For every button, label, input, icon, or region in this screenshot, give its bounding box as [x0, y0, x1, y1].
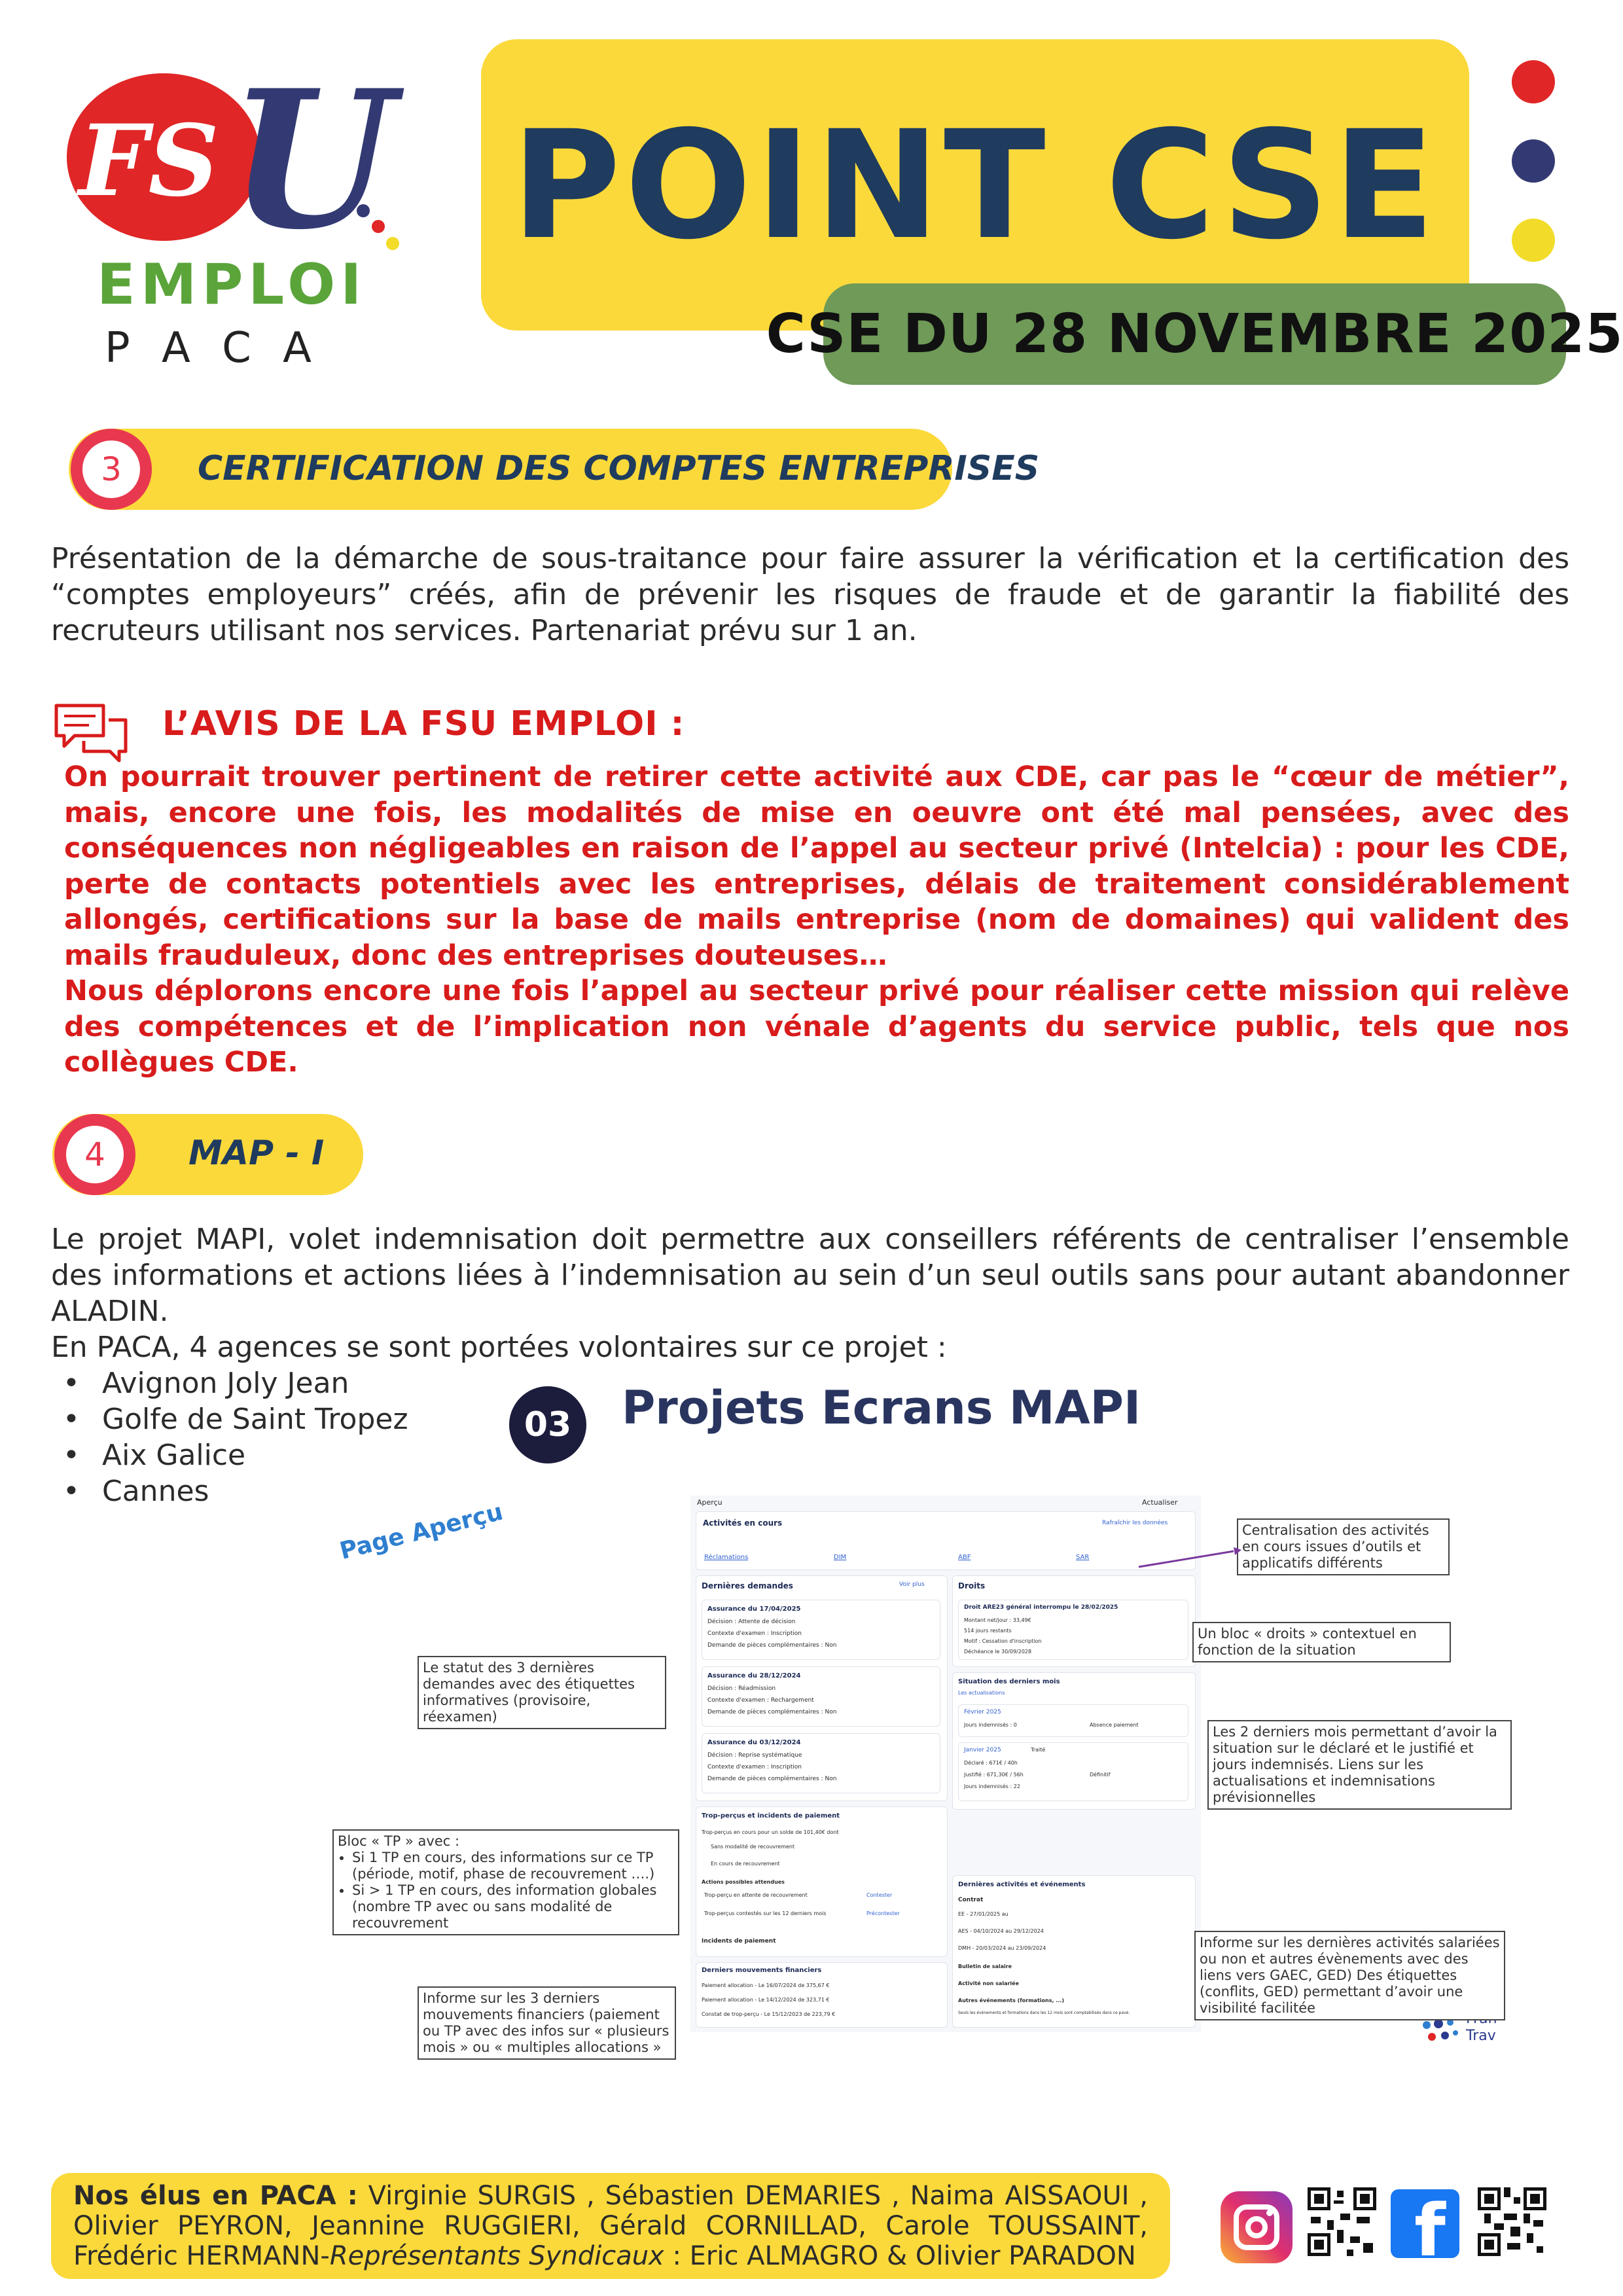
mock-refresh-button[interactable]: Actualiser	[1142, 1498, 1178, 1507]
mock-contester-button[interactable]: Contester	[866, 1892, 893, 1898]
avis-title: L’AVIS DE LA FSU EMPLOI :	[162, 704, 685, 744]
mock-demande-1[interactable]: Assurance du 17/04/2025 Décision : Attente de décision Contexte d'examen : Inscription Demande de pièces complémentaires : Non	[702, 1600, 940, 1660]
mock-refresh-link[interactable]: Rafraîchir les données	[1102, 1520, 1168, 1526]
note-bloc-droits: Un bloc « droits » contextuel en fonction de la situation	[1192, 1622, 1451, 1662]
list-item: • Avignon Joly Jean	[51, 1365, 509, 1401]
mock-activites-title: Activités en cours	[703, 1518, 783, 1528]
mock-trop-percus-card: Trop-perçus et incidents de paiement Trop-perçus en cours pour un solde de 101,40€ dont Sans modalité de recouvrement En cours de recouvrement Actions possibles attendues Trop-perçu en attente de recouvrement Trop-perçus contestés sur les 12 derniers mois Contester Précontester Incidents de paiement	[696, 1806, 948, 1957]
mapi-badge: 03	[509, 1386, 586, 1463]
note-mouvements: Informe sur les 3 derniers mouvements financiers (paiement ou TP avec des infos sur « plusieurs mois » ou « multiples allocations »	[418, 1986, 676, 2060]
yellow-dot-icon	[1512, 219, 1555, 262]
elus-label: Nos élus en PACA :	[73, 2181, 358, 2211]
mock-situation-card: Situation des derniers mois Les actualisations Février 2025 Jours indemnisés : 0 Absence paiement Janvier 2025 Traité Déclaré : 671€ / 40h Justifié : 671,30€ / 56h Jours indemnisés : 22 Définitif	[952, 1672, 1196, 1810]
mock-janvier: Janvier 2025 Traité Déclaré : 671€ / 40h Justifié : 671,30€ / 56h Jours indemnisés : 22 Définitif	[958, 1742, 1188, 1801]
mock-dim-link[interactable]: DIM	[834, 1554, 847, 1561]
list-item: • Cannes	[51, 1473, 509, 1509]
section-4-list-intro: En PACA, 4 agences se sont portées volontaires sur ce projet :	[51, 1331, 947, 1364]
list-item: • Si 1 TP en cours, des informations sur ce TP (période, motif, phase de recouvrement ….)	[352, 1850, 674, 1882]
section-4-number: 4	[54, 1114, 135, 1195]
mock-demandes-card	[696, 1575, 948, 1801]
section-4-title: MAP - I	[188, 1134, 325, 1173]
note-centralisation: Centralisation des activités en cours issues d’outils et applicatifs différents	[1237, 1518, 1450, 1575]
mock-abf-link[interactable]: ABF	[958, 1554, 971, 1561]
section-3-body: Présentation de la démarche de sous-traitance pour faire assurer la vérification et la certification des “comptes employeurs” créés, afin de prévenir les risques de fraude et de garantir la fiabilité des recruteurs utilisant nos services. Partenariat prévu sur 1 an.	[51, 542, 1569, 647]
navy-dot-icon	[1512, 139, 1555, 183]
france-travail-text-2: Trav	[1466, 2028, 1496, 2044]
mock-precontester-button[interactable]: Précontester	[866, 1910, 900, 1916]
fsu-emploi-logo	[65, 49, 432, 380]
elus-box	[51, 2173, 1170, 2279]
facebook-icon[interactable]: f	[1391, 2189, 1459, 2258]
mock-demandes-title: Dernières demandes	[702, 1581, 793, 1590]
list-item: • Aix Galice	[51, 1437, 509, 1473]
instagram-icon[interactable]	[1221, 2191, 1293, 2263]
list-item: • Golfe de Saint Tropez	[51, 1401, 509, 1437]
section-3-title: CERTIFICATION DES COMPTES ENTREPRISES	[198, 449, 1040, 488]
logo-region-text: P A C A	[105, 324, 321, 372]
list-item: • Si > 1 TP en cours, des information globales (nombre TP avec ou sans modalité de recouvrement	[352, 1882, 674, 1931]
mock-activites-evenements-card: Dernières activités et événements Contrat EE - 27/01/2025 au AES - 04/10/2024 au 29/12/2024 DMH - 20/03/2024 au 23/09/2024 Bulletin de salaire Activité non salariée Autres événements (formations, ...) Seuls les événements et formations dans les 12 mois sont comptabilisés dans ce pavé.	[952, 1875, 1196, 2028]
chat-bubbles-icon	[52, 700, 131, 766]
mock-demande-2[interactable]: Assurance du 28/12/2024 Décision : Réadmission Contexte d'examen : Rechargement Demande de pièces complémentaires : Non	[702, 1666, 940, 1727]
mapi-title: Projets Ecrans MAPI	[622, 1381, 1141, 1435]
elus-names: Virginie SURGIS , Sébastien DEMARIES , Naima AISSAOUI , Olivier PEYRON, Jeannine RUGGIERI, Gérald CORNILLAD, Carole TOUSSAINT, Frédéric HERMANN-	[73, 2181, 1149, 2271]
rs-label: Représentants Syndicaux	[329, 2241, 664, 2271]
note-deux-derniers-mois: Les 2 derniers mois permettant d’avoir la situation sur le déclaré et le justifié et jours indemnisés. Liens sur les actualisations et indemnisations prévisionnelles	[1207, 1720, 1512, 1810]
mock-apercu: Aperçu	[697, 1498, 722, 1507]
red-dot-icon	[1512, 60, 1555, 103]
logo-emploi-text: EMPLOI	[97, 252, 367, 317]
avis-paragraph-1: On pourrait trouver pertinent de retirer cette activité aux CDE, car pas le “cœur de métier”, mais, encore une fois, les modalités de mise en oeuvre ont été mal pensées, avec des conséquences non négligeables en raison de l’appel au secteur privé (Intelcia) : pour les CDE, perte de contacts potentiels avec les entreprises, délais de traitement considérablement allongés, certifications sur la base de mails entreprise (nom de domaines) qui valident des mails frauduleux, donc des entreprises douteuses…	[64, 761, 1569, 972]
avis-paragraph-2: Nous déplorons encore une fois l’appel au secteur privé pour réaliser cette mission qui relève des compétences et de l’implication non vénale d’agents du service public, tels que nos collègues CDE.	[64, 975, 1569, 1079]
note-statut-demandes: Le statut des 3 dernières demandes avec des étiquettes informatives (provisoire, réexamen)	[418, 1656, 666, 1729]
mock-activites-card	[696, 1511, 1196, 1570]
agencies-list	[51, 1365, 509, 1509]
mock-mouvements-card: Derniers mouvements financiers Paiement allocation - Le 16/07/2024 de 375,67 € Paiement allocation - Le 14/12/2024 de 323,71 € Constat de trop-perçu - Le 15/12/2023 de 223,79 €	[696, 1962, 948, 2028]
rs-names: : Eric ALMAGRO & Olivier PARADON	[664, 2241, 1136, 2271]
page-title: POINT CSE	[511, 98, 1439, 272]
section-3-number: 3	[71, 429, 152, 510]
logo-u-text: U	[229, 49, 395, 272]
note-activites-salariees: Informe sur les dernières activités salariées ou non et autres évènements avec des liens vers GAEC, GED) Des étiquettes (conflits, GED) permettant d’avoir une visibilité facilitée	[1194, 1931, 1505, 2020]
section-4-body: Le projet MAPI, volet indemnisation doit permettre aux conseillers référents de centraliser l’ensemble des informations et actions liées à l’indemnisation au sein d’un seul outils sans pour autant abandonner ALADIN.	[51, 1223, 1569, 1328]
mapi-screen-mockup	[690, 1496, 1201, 2032]
instagram-qr-code-icon[interactable]	[1308, 2187, 1376, 2256]
facebook-qr-code-icon[interactable]	[1478, 2187, 1546, 2256]
mock-reclamations-link[interactable]: Réclamations	[704, 1554, 749, 1561]
arrow-icon	[1135, 1545, 1243, 1571]
mock-fevrier: Février 2025 Jours indemnisés : 0 Absence paiement	[958, 1704, 1188, 1737]
mock-demande-3[interactable]: Assurance du 03/12/2024 Décision : Reprise systématique Contexte d'examen : Inscription Demande de pièces complémentaires : Non	[702, 1733, 940, 1793]
mock-sar-link[interactable]: SAR	[1076, 1554, 1090, 1561]
mock-droit-item: Droit ARE23 général interrompu le 28/02/2025 Montant net/jour : 33,49€ 514 jours restants Motif : Cessation d'inscription Déchéance le 30/09/2028	[958, 1600, 1188, 1660]
mock-droits-card: Droits Droit ARE23 général interrompu le 28/02/2025 Montant net/jour : 33,49€ 514 jours restants Motif : Cessation d'inscription Déchéance le 30/09/2028	[952, 1575, 1196, 1667]
note-bloc-tp: Bloc « TP » avec : • Si 1 TP en cours, des informations sur ce TP (période, motif, phase de recouvrement ….) • Si > 1 TP en cours, des information globales (nombre TP avec ou sans modalité de recouvrement	[332, 1829, 679, 1935]
page-apercu-label: Page Aperçu	[337, 1498, 506, 1565]
mock-demandes-more[interactable]: Voir plus	[899, 1581, 925, 1588]
cse-date-badge: CSE DU 28 NOVEMBRE 2025	[823, 283, 1566, 385]
logo-fs-text: FS	[79, 103, 219, 219]
